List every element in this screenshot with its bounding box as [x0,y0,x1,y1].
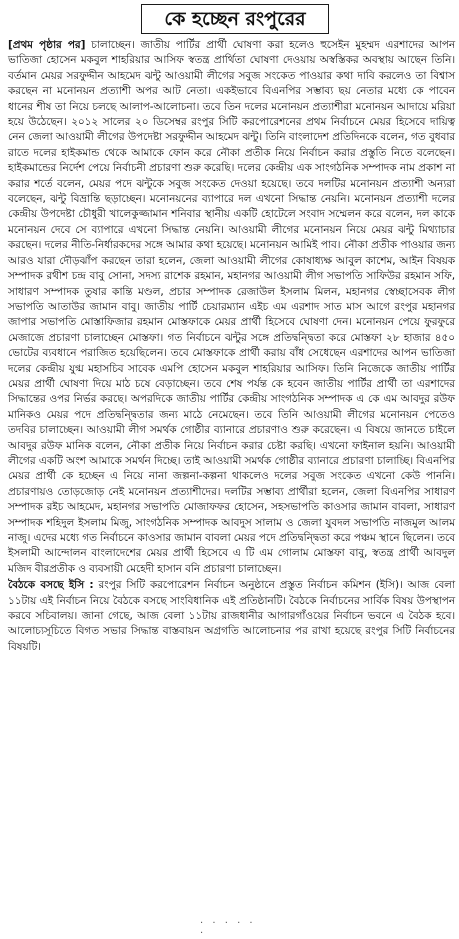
article-body [8,38,455,655]
continuation-label: [প্রথম পৃষ্ঠার পর] [8,39,86,51]
article-paragraph-main [8,38,455,577]
headline: কে হচ্ছেন রংপুরের [164,7,306,30]
headline-box [141,4,329,34]
divider-dots: · · · · · · [200,918,256,939]
subheading-ec-meeting: বৈঠকে বসছে ইসি : [8,579,94,592]
article-paragraph-ec-meeting [8,578,455,655]
article-text-ec-meeting: রংপুর সিটি করপোরেশন নির্বাচন অনুষ্ঠানে প্রস্তুত নির্বাচন কমিশন (ইসি)। আজ বেলা ১১টায় এই নির্বাচন নিয়ে বৈঠকে বসছে সাংবিধানিক এই প্রতিষ্ঠানটি। বৈঠকে নির্বাচনের সার্বিক বিষয় উপস্থাপন করবে সচিবালয়। জানা গেছে, আজ বেলা ১১টায় রাজধানীর আগারগাঁওয়ের নির্বাচন ভবনে এ বৈঠক হবে। আলোচ্যসূচিতে বিগত সভার সিদ্ধান্ত বাস্তবায়ন অগ্রগতি আলোচনার পর রাখা হয়েছে রংপুর সিটি নির্বাচনের বিষয়টি। [8,579,456,653]
article-text-main: চালাচ্ছেন। জাতীয় পার্টির প্রার্থী ঘোষণা করা হলেও হুসেইন মুহম্মদ এরশাদের আপন ভাতিজা হোসেন মকবুল শাহরিয়ার আসিফ স্বতন্ত্র প্রার্থিতা ঘোষণা দেওয়ায় অস্বস্তিকর অবস্থায় আছেন তিনি। বর্তমান মেয়র সরফুদ্দীন আহমেদ ঝন্টু আওয়ামী লীগের সবুজ সংকেত পাওয়ার কথা দাবি করলেও তা বিশ্বাস করছেন না মনোনয়ন প্রত্যাশী অপর আট নেতা। একইভাবে বিএনপির সম্ভাব্য ছয় নেতার মধ্যে কে পাবেন ধানের শীষ তা নিয়ে চলছে আলাপ-আলোচনা। তবে তিন দলের মনোনয়ন প্রত্যাশীরা মনোনয়ন আদায়ে মরিয়া হয়ে উঠেছেন। ২০১২ সালের ২০ ডিসেম্বর রংপুর সিটি করপোরেশনের প্রথম নির্বাচনে মেয়র হিসেবে দায়িত্ব নেন জেলা আওয়ামী লীগের উপদেষ্টা সরফুদ্দীন আহমেদ ঝন্টু। তিনি বাংলাদেশ প্রতিদিনকে বলেন, গত বুধবার রাতে দলের হাইকমান্ড থেকে আমাকে ফোন করে নৌকা প্রতীক নিয়ে নির্বাচন করার প্রস্তুতি নিতে বলেছেন। হাইকমান্ডের নির্দেশ পেয়ে নির্বাচনী প্রচারণা শুরু করেছি। দলের কেন্দ্রীয় এক সাংগঠনিক সম্পাদক নাম প্রকাশ না করার শর্তে বলেন, মেয়র পদে ঝন্টুকে সবুজ সংকেত দেওয়া হয়েছে। তবে দলটির মনোনয়ন প্রত্যাশী অন্যরা বলেছেন, ঝন্টু বিভ্রান্তি ছড়াচ্ছেন। মনোনয়নের ব্যাপারে দল এখনো সিদ্ধান্ত নেয়নি। মনোনয়ন প্রত্যাশী দলের কেন্দ্রীয় উপদেষ্টা চৌধুরী খালেকুজ্জামান শনিবার স্থানীয় একটি হোটেলে সংবাদ সম্মেলন করে বলেন, দল কাকে মনোনয়ন দেবে সে ব্যাপারে এখনো সিদ্ধান্ত নেয়নি। আওয়ামী লীগের মনোনয়ন নিয়ে মেয়র ঝন্টু মিথ্যাচার করছেন। দলের নীতি-নির্ধারকদের সঙ্গে আমার কথা হয়েছে। মনোনয়ন আমিই পাব। নৌকা প্রতীক পাওয়ার জন্য আরও যারা দৌড়ঝাঁপ করছেন তারা হলেন, জেলা আওয়ামী লীগের কোষাধ্যক্ষ আবুল কাশেম, আইন বিষয়ক সম্পাদক রথীশ চন্দ্র বাবু সোনা, সদস্য রাশেক রহমান, মহানগর আওয়ামী লীগ সভাপতি সাফিউর রহমান সফি, সাধারণ সম্পাদক তুষার কান্তি মণ্ডল, প্রচার সম্পাদক রেজাউল ইসলাম মিলন, মহানগর স্বেচ্ছাসেবক লীগ সভাপতি আতাউর জামান বাবু। জাতীয় পার্টি চেয়ারম্যান এইচ এম এরশাদ সাত মাস আগে রংপুর মহানগর জাপার সভাপতি মোস্তাফিজার রহমান মোস্তফাকে মেয়র প্রার্থী হিসেবে ঘোষণা দেন। মনোনয়ন পেয়ে ফুরফুরে মেজাজে প্রচারণা চালাচ্ছেন মোস্তফা। গত নির্বাচনে ঝন্টুর সঙ্গে প্রতিদ্বন্দ্বিতা করে মোস্তফা ২৮ হাজার ৪৫০ ভোটের ব্যবধানে পরাজিত হয়েছিলেন। তবে মোস্তফাকে প্রার্থী করায় বাঁধ সেধেছেন এরশাদের আপন ভাতিজা দলের কেন্দ্রীয় যুগ্ম মহাসচিব সাবেক এমপি হোসেন মকবুল শাহরিয়ার আসিফ। তিনি নিজেকে জাতীয় পার্টির মেয়র প্রার্থী ঘোষণা দিয়ে মাঠ চষে বেড়াচ্ছেন। তবে শেষ পর্যন্ত কে হবেন জাতীয় পার্টির প্রার্থী তা এরশাদের সিদ্ধান্তের ওপর নির্ভর করছে। অপরদিকে জাতীয় পার্টির কেন্দ্রীয় সাংগঠনিক সম্পাদক এ কে এম আবদুর রউফ মানিকও মেয়র পদে প্রতিদ্বন্দ্বিতার জন্য মাঠে নেমেছেন। তবে তিনি আওয়ামী লীগের মনোনয়ন পেতেও তদবির চালাচ্ছেন। আওয়ামী লীগ সমর্থক গোষ্ঠীর ব্যানারে প্রচারণাও শুরু করেছেন। এ বিষয়ে জানতে চাইলে আবদুর রউফ মানিক বলেন, নৌকা প্রতীক নিয়ে নির্বাচন করার চেষ্টা করছি। এখনো ফাইনাল হয়নি। আওয়ামী লীগের একটি অংশ আমাকে সমর্থন দিচ্ছে। তাই আওয়ামী সমর্থক গোষ্ঠীর ব্যানারে প্রচারণা চালাচ্ছি। বিএনপির মেয়র প্রার্থী কে হচ্ছেন এ নিয়ে নানা জল্পনা-কল্পনা থাকলেও দলের সবুজ সংকেত এখনো কেউ পাননি। প্রচারণায়ও তোড়জোড় নেই মনোনয়ন প্রত্যাশীদের। দলটির সম্ভাব্য প্রার্থীরা হলেন, জেলা বিএনপির সাধারণ সম্পাদক রইচ আহমেদ, মহানগর সভাপতি মোজাফফর হোসেন, সহসভাপতি কাওসার জামান বাবলা, সাধারণ সম্পাদক শহিদুল ইসলাম মিজু, সাংগঠনিক সম্পাদক আবদুস সালাম ও জেলা যুবদল সভাপতি নাজমুল আলম নাজু। এদের মধ্যে গত নির্বাচনে কাওসার জামান বাবলা মেয়র পদে প্রতিদ্বন্দ্বিতা করে পঞ্চম স্থানে ছিলেন। তবে ইসলামী আন্দোলন বাংলাদেশের মেয়র প্রার্থী হিসেবে এ টি এম গোলাম মোস্তফা বাবু, স্বতন্ত্র প্রার্থী আবদুল মজিদ বীরপ্রতীক ও ব্যবসায়ী মেহেদী হাসান বনি প্রচারণা চালাচ্ছেন। [8,39,456,575]
